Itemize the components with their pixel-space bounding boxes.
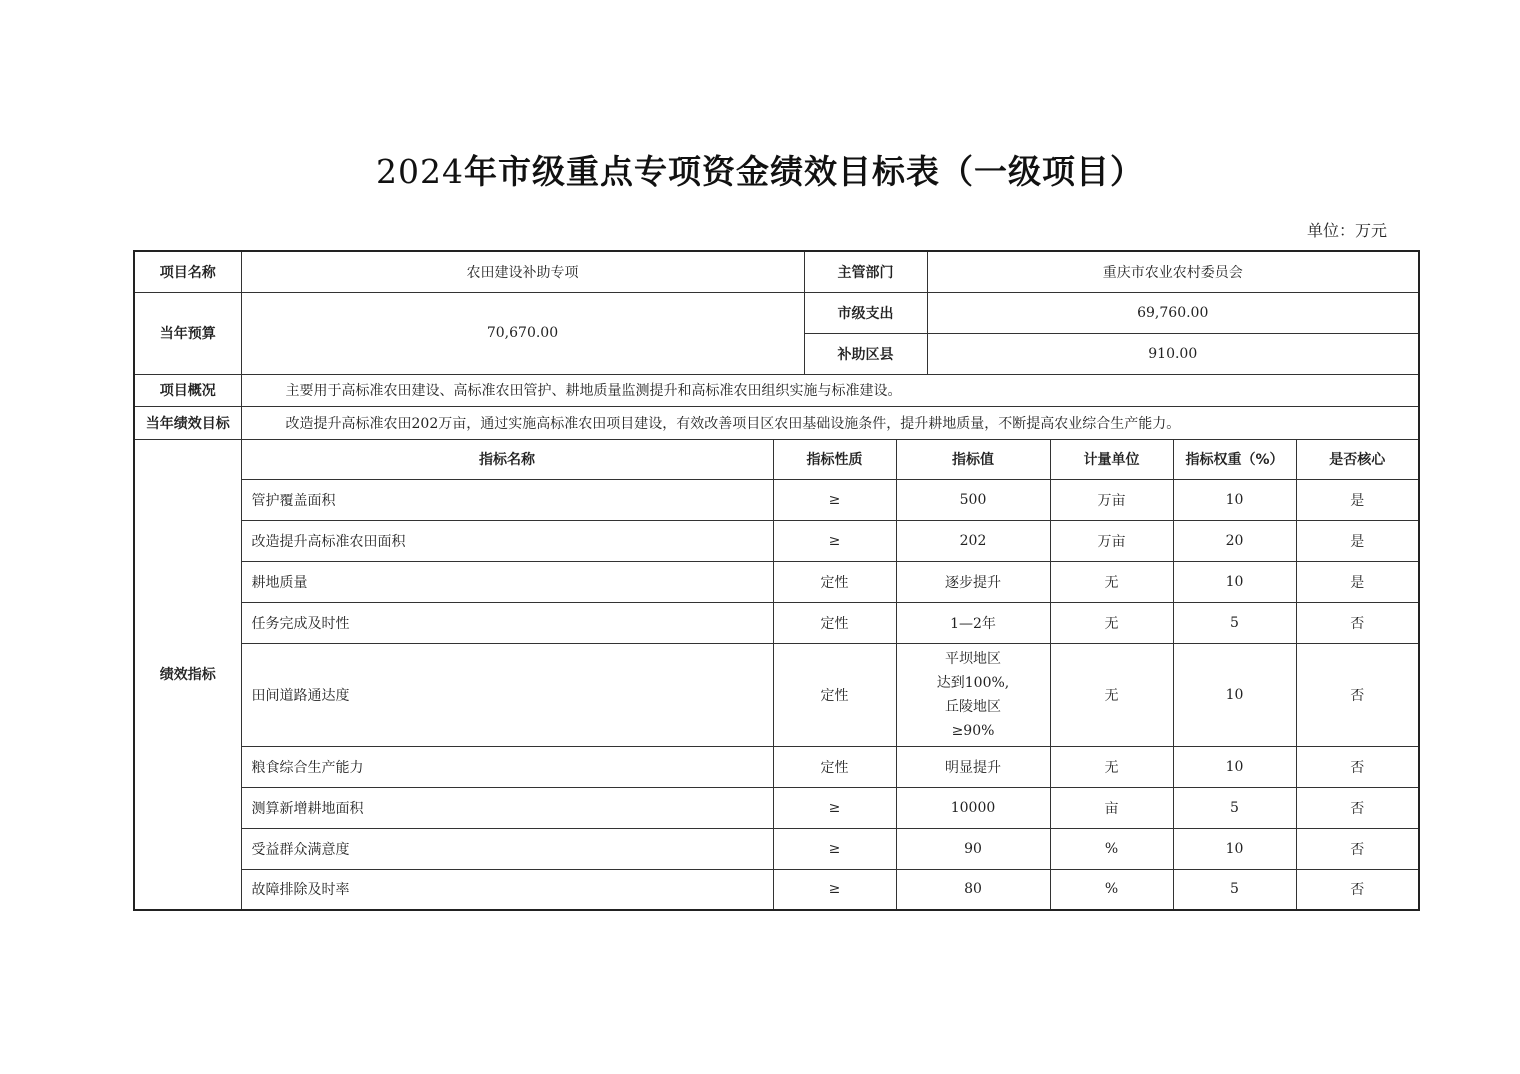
indicator-value-line: 丘陵地区 [945, 698, 1001, 715]
goal-value: 改造提升高标准农田202万亩，通过实施高标准农田项目建设，有效改善项目区农田基础设施条件，提升耕地质量，不断提高农业综合生产能力。 [241, 406, 1419, 439]
indicator-nature: ≥ [773, 787, 896, 828]
indicator-weight: 10 [1173, 643, 1296, 746]
indicator-weight: 5 [1173, 602, 1296, 643]
indicator-core: 是 [1296, 479, 1419, 520]
indicator-unit: 亩 [1050, 787, 1173, 828]
indicator-value [896, 643, 1050, 746]
city-expense-value: 69,760.00 [927, 292, 1419, 333]
indicator-weight: 10 [1173, 746, 1296, 787]
performance-table [133, 250, 1420, 911]
indicator-core: 否 [1296, 828, 1419, 869]
indicator-name: 改造提升高标准农田面积 [241, 520, 773, 561]
title-year: 2024 [376, 152, 464, 191]
indicator-nature: ≥ [773, 869, 896, 910]
indicator-nature: 定性 [773, 643, 896, 746]
indicator-unit: 无 [1050, 561, 1173, 602]
indicator-unit: 无 [1050, 746, 1173, 787]
indicator-name: 粮食综合生产能力 [241, 746, 773, 787]
county-subsidy-value: 910.00 [927, 333, 1419, 374]
indicator-core: 否 [1296, 746, 1419, 787]
table-row [134, 479, 1419, 520]
indicator-name: 管护覆盖面积 [241, 479, 773, 520]
indicator-value: 明显提升 [896, 746, 1050, 787]
table-row [134, 869, 1419, 910]
indicator-name: 耕地质量 [241, 561, 773, 602]
overview-label: 项目概况 [134, 374, 241, 406]
indicator-core: 是 [1296, 561, 1419, 602]
header-weight: 指标权重（%） [1173, 439, 1296, 479]
indicator-weight: 5 [1173, 869, 1296, 910]
table-row [134, 828, 1419, 869]
title-text: 年市级重点专项资金绩效目标表（一级项目） [463, 152, 1144, 191]
indicator-value: 逐步提升 [896, 561, 1050, 602]
header-core: 是否核心 [1296, 439, 1419, 479]
table-row [134, 561, 1419, 602]
table-row [134, 520, 1419, 561]
indicator-core: 是 [1296, 520, 1419, 561]
header-indicator-value: 指标值 [896, 439, 1050, 479]
indicator-nature: 定性 [773, 602, 896, 643]
indicator-header-row [134, 439, 1419, 479]
indicator-value: 90 [896, 828, 1050, 869]
header-unit: 计量单位 [1050, 439, 1173, 479]
row-goal [134, 406, 1419, 439]
header-indicator-nature: 指标性质 [773, 439, 896, 479]
indicator-core: 否 [1296, 787, 1419, 828]
indicator-core: 否 [1296, 602, 1419, 643]
indicator-unit: 无 [1050, 643, 1173, 746]
indicator-unit: 万亩 [1050, 520, 1173, 561]
city-expense-label: 市级支出 [804, 292, 927, 333]
indicator-value-line: ≥90% [951, 722, 995, 739]
table-row [134, 787, 1419, 828]
performance-table-container [133, 250, 1388, 911]
page-title [0, 146, 1520, 193]
indicator-name: 测算新增耕地面积 [241, 787, 773, 828]
indicator-value-line: 达到100%, [936, 674, 1010, 691]
indicator-name: 故障排除及时率 [241, 869, 773, 910]
indicator-value-line: 平坝地区 [945, 650, 1001, 667]
overview-value: 主要用于高标准农田建设、高标准农田管护、耕地质量监测提升和高标准农田组织实施与标准建设。 [241, 374, 1419, 406]
row-overview [134, 374, 1419, 406]
indicator-value: 202 [896, 520, 1050, 561]
table-row [134, 643, 1419, 746]
indicator-weight: 5 [1173, 787, 1296, 828]
goal-label: 当年绩效目标 [134, 406, 241, 439]
indicator-name: 田间道路通达度 [241, 643, 773, 746]
indicator-weight: 10 [1173, 479, 1296, 520]
indicator-nature: 定性 [773, 746, 896, 787]
indicator-nature: ≥ [773, 828, 896, 869]
indicator-name: 任务完成及时性 [241, 602, 773, 643]
dept-label: 主管部门 [804, 251, 927, 292]
indicator-unit: % [1050, 869, 1173, 910]
row-project-name [134, 251, 1419, 292]
indicators-label: 绩效指标 [134, 439, 241, 910]
indicator-weight: 10 [1173, 828, 1296, 869]
table-row [134, 602, 1419, 643]
indicator-core: 否 [1296, 869, 1419, 910]
project-name-value: 农田建设补助专项 [241, 251, 804, 292]
budget-value: 70,670.00 [241, 292, 804, 374]
indicator-weight: 10 [1173, 561, 1296, 602]
row-budget [134, 292, 1419, 333]
indicator-unit: % [1050, 828, 1173, 869]
indicator-value: 1—2年 [896, 602, 1050, 643]
indicator-unit: 无 [1050, 602, 1173, 643]
indicator-nature: ≥ [773, 520, 896, 561]
indicator-value: 10000 [896, 787, 1050, 828]
indicator-value: 80 [896, 869, 1050, 910]
county-subsidy-label: 补助区县 [804, 333, 927, 374]
indicator-unit: 万亩 [1050, 479, 1173, 520]
table-row [134, 746, 1419, 787]
unit-label: 单位：万元 [1306, 221, 1387, 240]
project-name-label: 项目名称 [134, 251, 241, 292]
indicator-weight: 20 [1173, 520, 1296, 561]
indicator-nature: 定性 [773, 561, 896, 602]
budget-label: 当年预算 [134, 292, 241, 374]
header-indicator-name: 指标名称 [241, 439, 773, 479]
indicator-value: 500 [896, 479, 1050, 520]
indicator-core: 否 [1296, 643, 1419, 746]
indicator-name: 受益群众满意度 [241, 828, 773, 869]
dept-value: 重庆市农业农村委员会 [927, 251, 1419, 292]
indicator-nature: ≥ [773, 479, 896, 520]
